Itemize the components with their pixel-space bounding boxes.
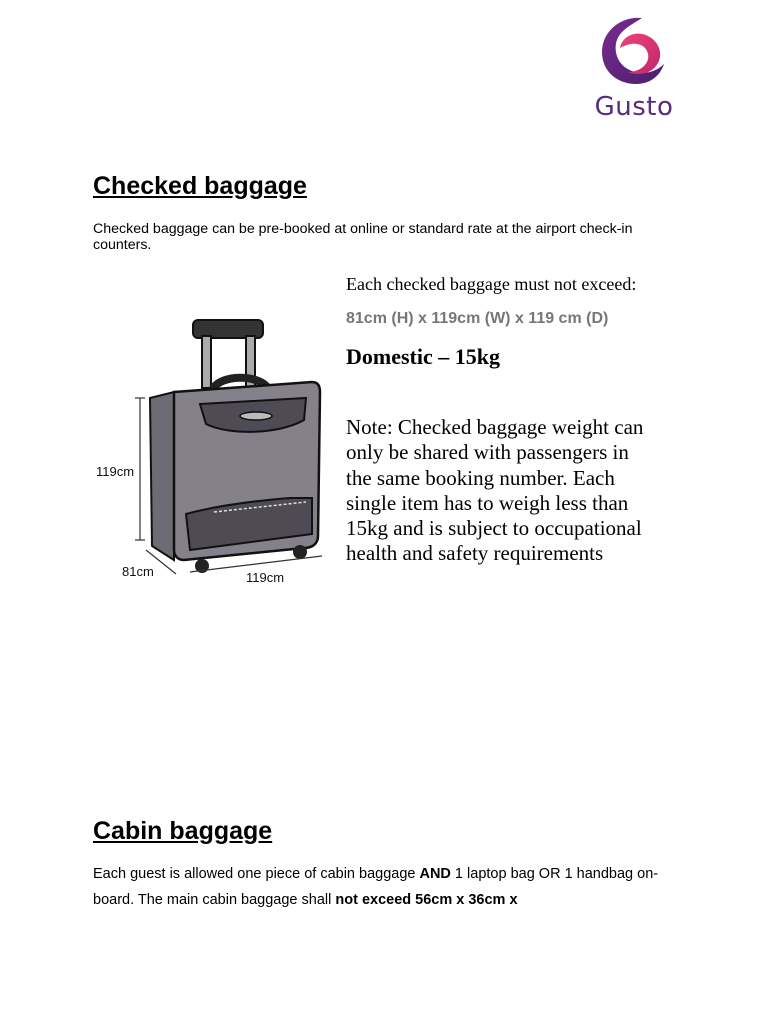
brand-name: Gusto [594,92,674,122]
weight-note: Note: Checked baggage weight can only be shared with passengers in the same booking number. Each single item has to weigh less than 15kg and is subject to occupational health and safety requirements [346,415,644,566]
limit-text: Each checked baggage must not exceed: [346,274,637,294]
cabin-text-part2: 1 laptop bag OR 1 handbag on-board. The main cabin baggage shall [93,866,659,908]
domestic-weight-limit: Domestic – 15kg [346,344,500,369]
checked-baggage-heading: Checked baggage [93,172,307,200]
cabin-text-and: AND [419,866,451,882]
cabin-text-part1: Each guest is allowed one piece of cabin baggage [93,866,420,882]
gusto-swirl-icon [598,14,670,86]
cabin-baggage-heading: Cabin baggage [93,817,273,845]
depth-label: 81cm [122,564,154,579]
cabin-size-limit: not exceed 56cm x 36cm x [335,892,518,908]
checked-baggage-intro: Checked baggage can be pre-booked at online or standard rate at the airport check-in counters. [93,221,633,253]
width-label: 119cm [246,570,285,585]
cabin-baggage-text [93,861,683,913]
height-label: 119cm [96,464,135,479]
checked-baggage-details [346,274,666,567]
dimension-limits: 81cm (H) x 119cm (W) x 119 cm (D) [346,310,609,327]
gusto-logo [588,14,680,122]
suitcase-illustration [90,312,335,590]
